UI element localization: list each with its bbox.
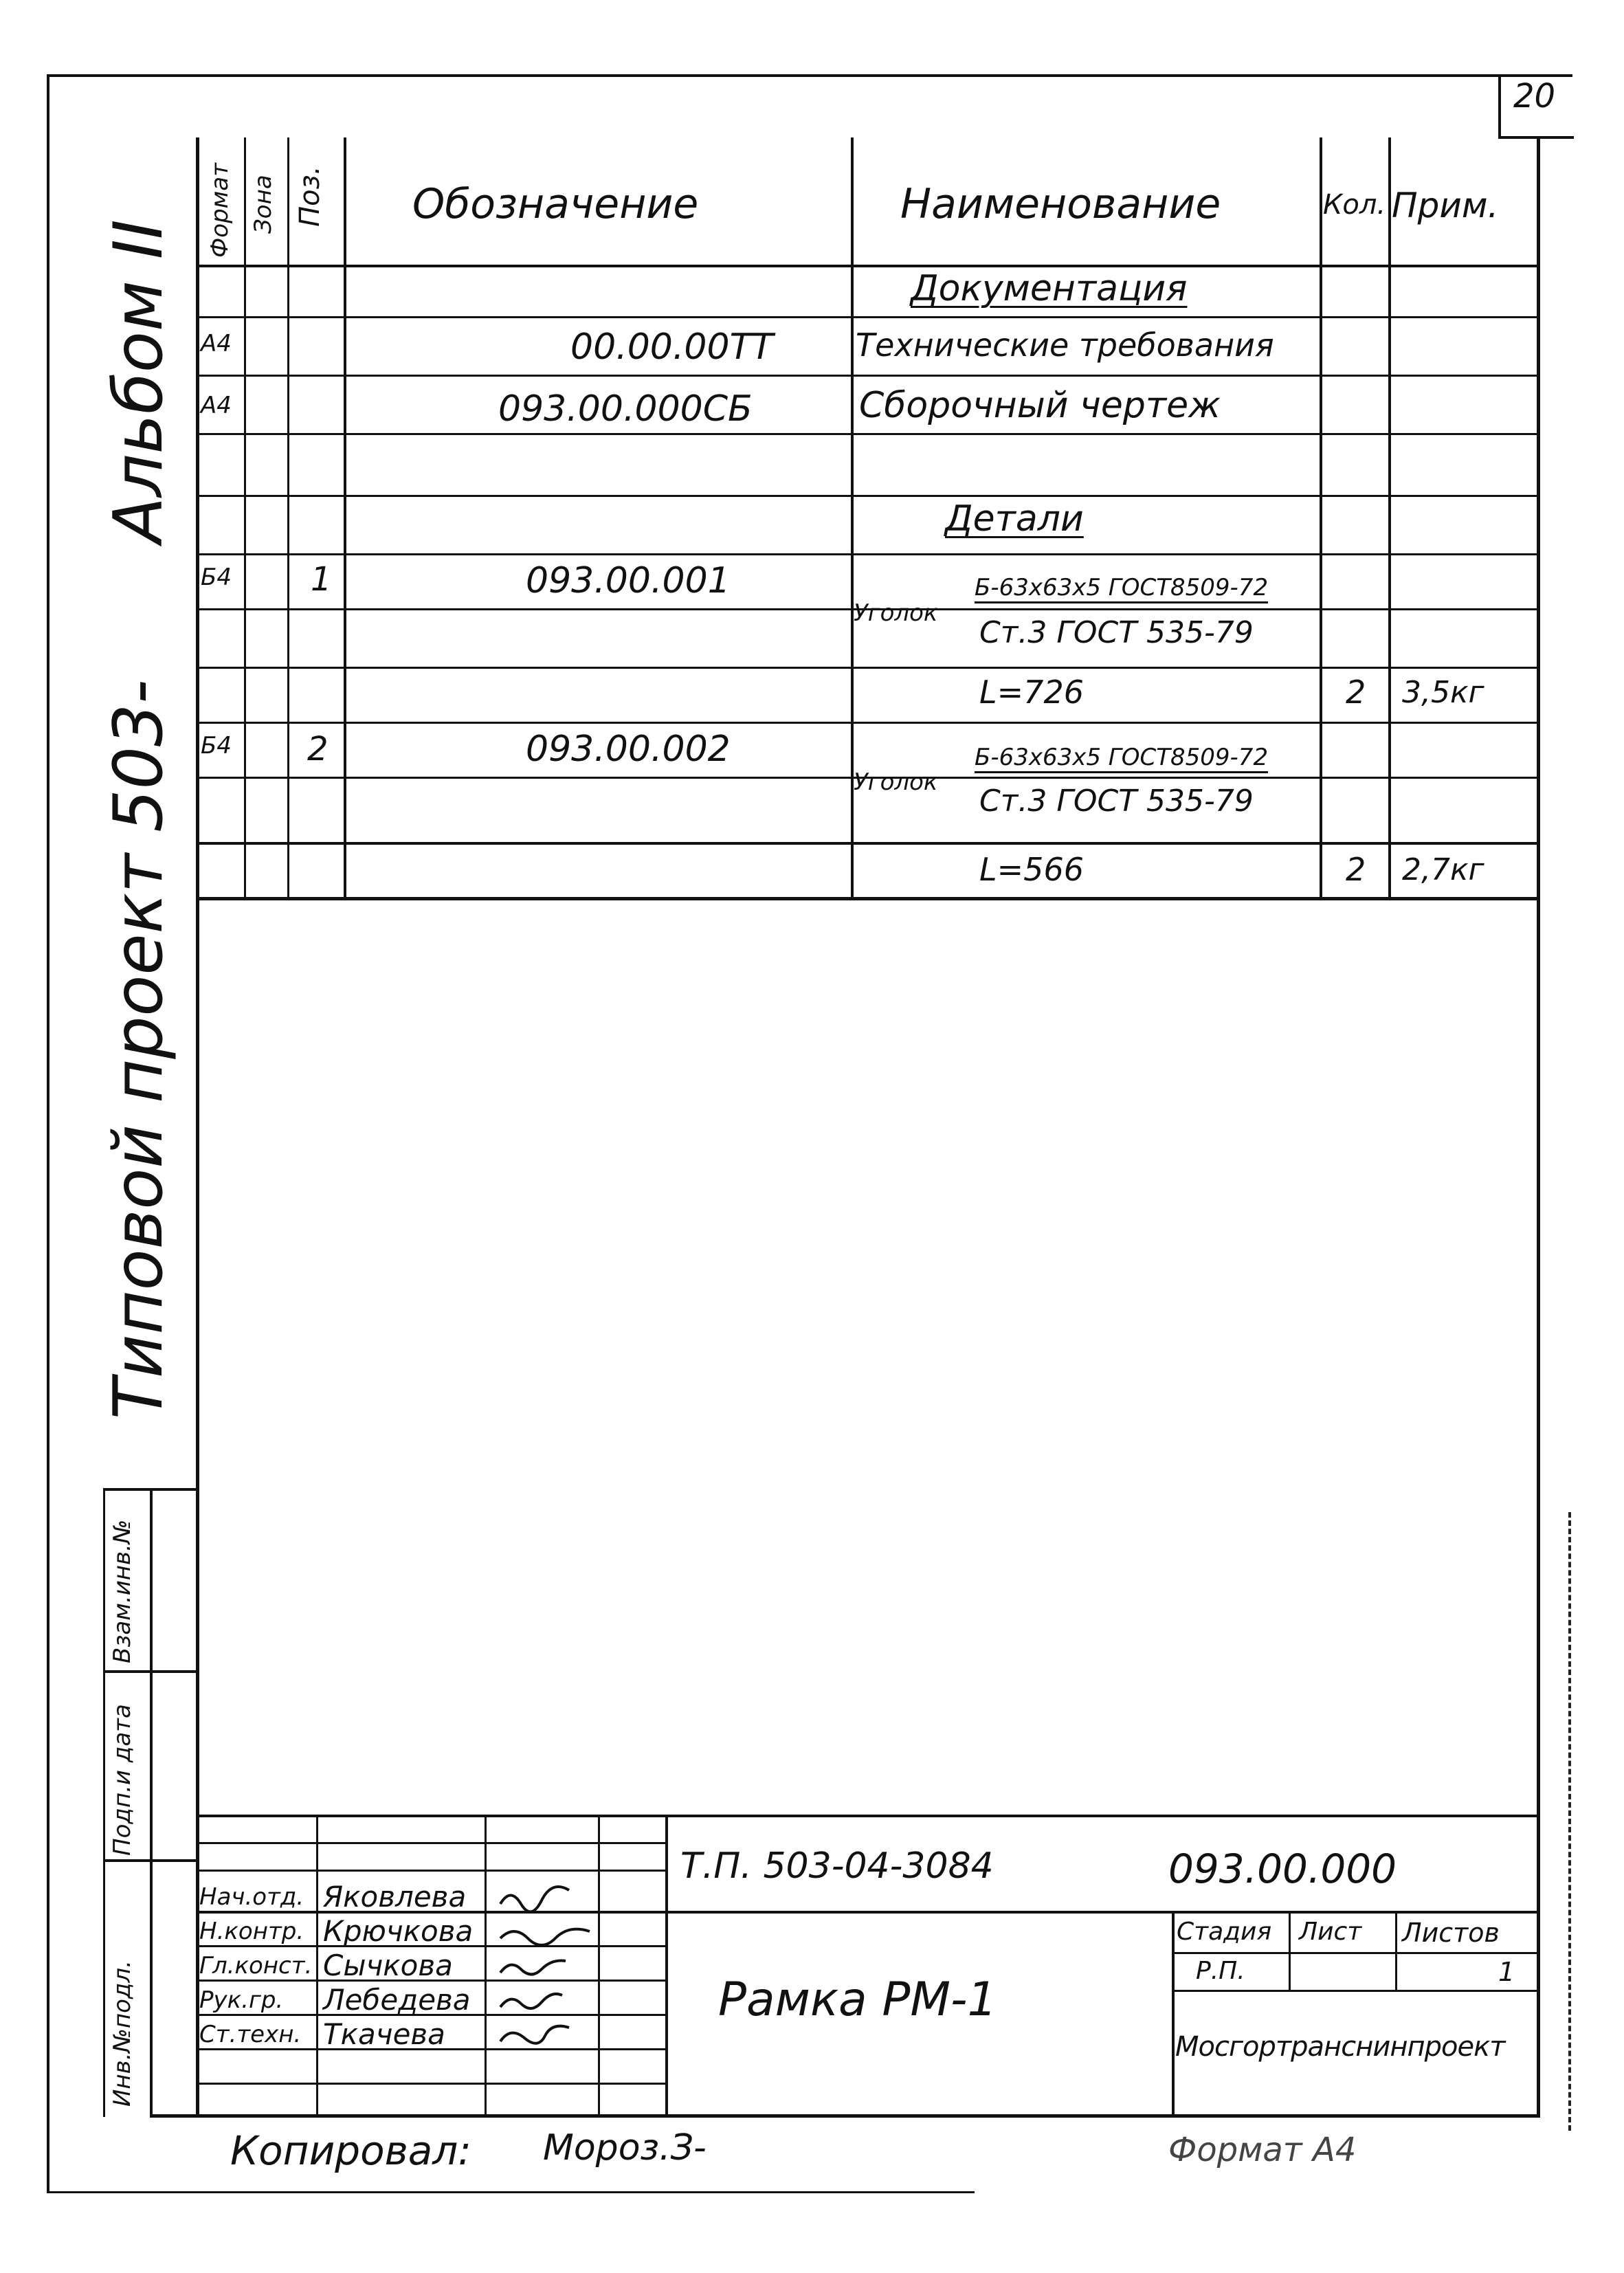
- part-2-designation: 093.00.002: [526, 729, 731, 770]
- tb-stage-col-2: [1395, 1911, 1397, 1992]
- part-2-length: L=566: [979, 851, 1084, 888]
- tb-name-2: Крючкова: [323, 1914, 474, 1948]
- footer-format-label: Формат А4: [1168, 2131, 1357, 2169]
- spec-line-1: [196, 316, 1539, 318]
- spec-col-pos: [287, 137, 289, 899]
- tb-top: [196, 1815, 1539, 1817]
- part-2-pos: 2: [307, 730, 329, 768]
- pagenum-bottom: [1498, 136, 1574, 139]
- part-1-pos: 1: [311, 560, 332, 599]
- right-dashed-edge: [1568, 1512, 1571, 2131]
- tb-row-2: [196, 1870, 667, 1872]
- left-stamp-inv-orig: Инв.№подл.: [109, 1960, 136, 2107]
- tb-col-5: [1172, 1911, 1175, 2117]
- doc-row-1-designation: 00.00.00ТТ: [570, 326, 774, 368]
- spec-line-5: [196, 553, 1539, 555]
- part-1-format: Б4: [201, 564, 232, 591]
- tb-name-3: Сычкова: [323, 1949, 453, 1982]
- header-note: Прим.: [1392, 186, 1499, 225]
- tb-stage-col-1: [1289, 1911, 1291, 1992]
- tb-col-2: [485, 1815, 487, 2117]
- left-stamp-split: [103, 1488, 105, 2117]
- header-name: Наименование: [900, 180, 1221, 228]
- part-1-length: L=726: [979, 674, 1084, 711]
- spec-line-2: [196, 375, 1539, 377]
- tb-row-1: [196, 1842, 667, 1844]
- part-1-name-top: Б-63х63х5 ГОСТ8509-72: [975, 574, 1268, 603]
- header-qty: Кол.: [1323, 189, 1386, 221]
- tb-role-3: Гл.конст.: [199, 1952, 313, 1980]
- left-stamp-line-2: [103, 1859, 199, 1862]
- doc-row-1-format: А4: [201, 330, 232, 357]
- tb-name-1: Яковлева: [323, 1880, 467, 1914]
- tb-role-2: Н.контр.: [199, 1918, 304, 1945]
- footer-copied-label: Копировал:: [230, 2127, 471, 2174]
- side-title-album: Альбом II: [100, 219, 178, 543]
- frame-top: [47, 74, 1572, 77]
- part-1-name-bottom: Ст.3 ГОСТ 535-79: [979, 615, 1254, 650]
- header-designation: Обозначение: [412, 180, 699, 228]
- part-2-format: Б4: [201, 732, 232, 759]
- part-1-name-prefix: Уголок: [854, 599, 938, 627]
- part-2-name-prefix: Уголок: [854, 768, 938, 796]
- spec-col-note: [1388, 137, 1391, 899]
- pagenum-left: [1498, 74, 1501, 139]
- tb-sheets-label: Листов: [1402, 1918, 1500, 1948]
- tb-organization: Мосгортранснинпроект: [1175, 2031, 1505, 2063]
- doc-row-2-format: А4: [201, 392, 232, 419]
- doc-row-2-designation: 093.00.000СБ: [498, 388, 753, 430]
- left-stamp-top: [103, 1488, 199, 1491]
- doc-row-1-name: Технические требования: [856, 326, 1274, 364]
- signatures: [493, 1876, 597, 2048]
- tb-row-8: [196, 2083, 667, 2085]
- tb-role-5: Ст.техн.: [199, 2021, 302, 2048]
- part-1-designation: 093.00.001: [526, 560, 731, 601]
- tb-name-4: Лебедева: [323, 1983, 471, 2017]
- tb-sheet-label: Лист: [1299, 1918, 1362, 1946]
- inner-frame-bottom: [150, 2114, 1540, 2118]
- left-stamp-right: [150, 1488, 153, 2117]
- tb-col-1: [316, 1815, 318, 2117]
- left-stamp-sign-date: Подп.и дата: [109, 1704, 136, 1856]
- spec-line-8: [196, 722, 1539, 724]
- header-format: Формат: [206, 163, 234, 258]
- section-docs-title: Документация: [911, 268, 1188, 309]
- spec-line-7: [196, 667, 1539, 669]
- doc-row-2-name: Сборочный чертеж: [859, 385, 1221, 426]
- part-1-qty: 2: [1346, 674, 1366, 711]
- frame-left: [47, 74, 49, 2191]
- tb-col-4: [665, 1815, 668, 2117]
- header-zone: Зона: [249, 175, 277, 234]
- tb-stage-row-1: [1172, 1952, 1539, 1954]
- page-number: 20: [1513, 77, 1556, 115]
- spec-col-qty: [1320, 137, 1322, 899]
- spec-col-zone: [244, 137, 246, 899]
- spec-line-10: [196, 842, 1539, 845]
- tb-sheets-value: 1: [1498, 1957, 1515, 1987]
- tb-col-3: [598, 1815, 600, 2117]
- part-2-note: 2,7кг: [1402, 852, 1484, 887]
- tb-stage-value: Р.П.: [1196, 1957, 1245, 1985]
- spec-col-designation: [344, 137, 346, 899]
- tb-stage-row-2: [1172, 1990, 1539, 1992]
- tb-drawing-title: Рамка РМ-1: [718, 1973, 997, 2027]
- section-parts-title: Детали: [945, 498, 1084, 540]
- part-2-name-bottom: Ст.3 ГОСТ 535-79: [979, 784, 1254, 819]
- header-pos: Поз.: [294, 166, 326, 227]
- spec-line-4: [196, 495, 1539, 497]
- tb-role-1: Нач.отд.: [199, 1883, 304, 1911]
- tb-doc-code: 093.00.000: [1168, 1845, 1397, 1892]
- part-1-note: 3,5кг: [1402, 675, 1484, 710]
- frame-bottom: [47, 2191, 975, 2193]
- part-2-qty: 2: [1346, 851, 1366, 888]
- footer-copied-by: Мороз.З-: [543, 2127, 707, 2169]
- spec-line-header: [196, 265, 1539, 267]
- tb-stage-label: Стадия: [1177, 1918, 1272, 1946]
- tb-role-4: Рук.гр.: [199, 1986, 284, 2014]
- side-title-project: Типовой проект 503-: [100, 679, 178, 1419]
- left-stamp-replace: Взам.инв.№: [109, 1519, 136, 1663]
- spec-line-11: [196, 897, 1539, 900]
- spec-line-3: [196, 433, 1539, 435]
- part-2-name-top: Б-63х63х5 ГОСТ8509-72: [975, 744, 1268, 773]
- left-stamp-line-1: [103, 1670, 199, 1673]
- tb-project-code: Т.П. 503-04-3084: [680, 1845, 994, 1887]
- tb-name-5: Ткачева: [323, 2017, 445, 2051]
